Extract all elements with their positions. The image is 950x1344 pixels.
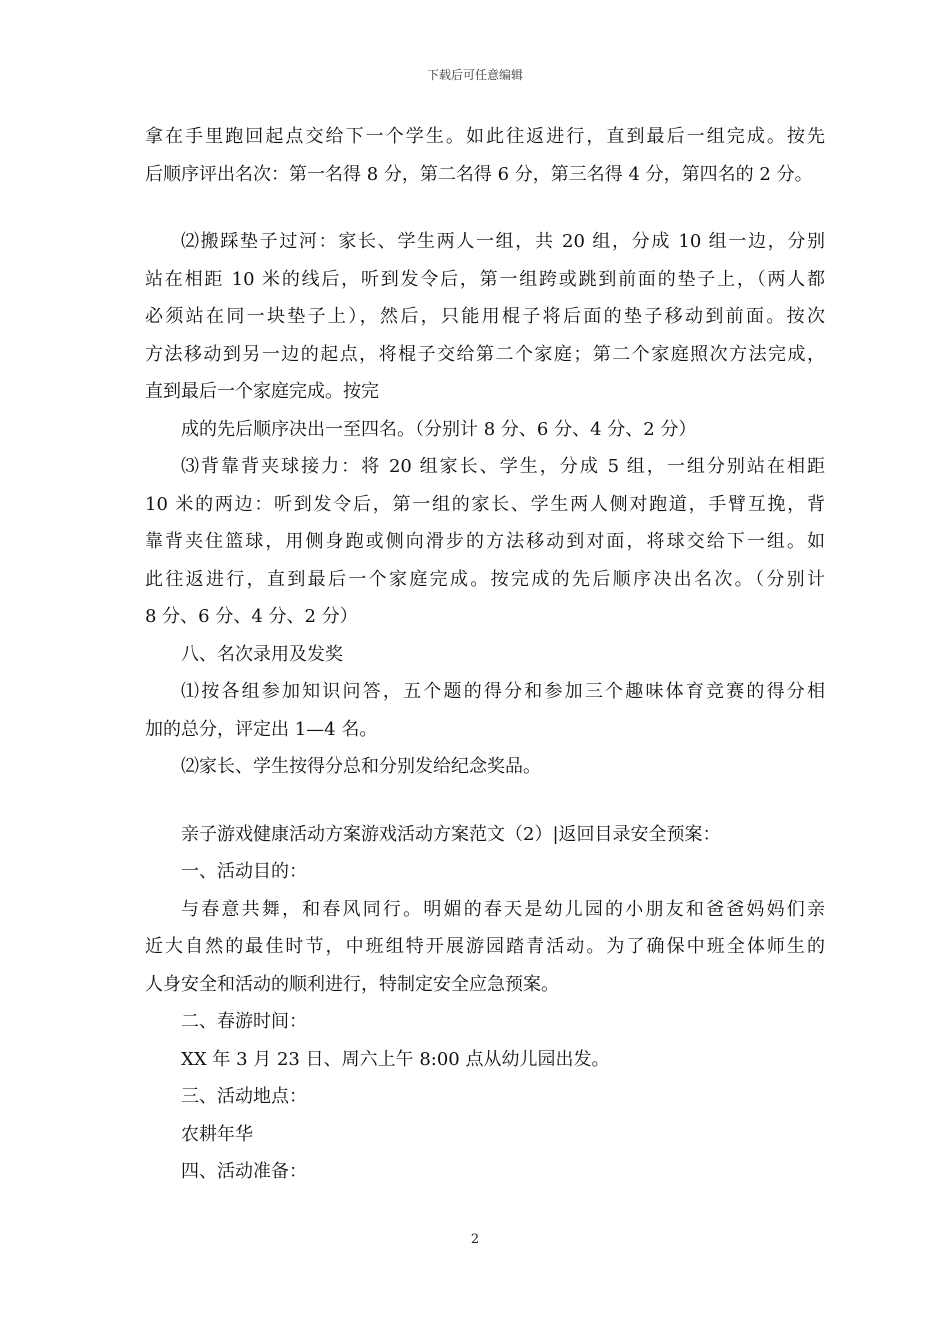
- text-line: 站在相距 10 米的线后，听到发令后，第一组跨或跳到前面的垫子上，（两人都: [145, 268, 825, 290]
- text-line: 成的先后顺序决出一至四名。（分别计 8 分、6 分、4 分、2 分）: [181, 418, 697, 440]
- text-line: 亲子游戏健康活动方案游戏活动方案范文（2）|返回目录安全预案：: [181, 823, 721, 845]
- text-line: 后顺序评出名次：第一名得 8 分，第二名得 6 分，第三名得 4 分，第四名的 2 分。: [145, 163, 813, 185]
- text-line: 三、活动地点：: [181, 1086, 307, 1107]
- text-line: 方法移动到另一边的起点，将棍子交给第二个家庭；第二个家庭照次方法完成，: [145, 343, 825, 365]
- text-line: ⑴按各组参加知识问答，五个题的得分和参加三个趣味体育竞赛的得分相: [181, 681, 825, 702]
- text-line: 8 分、6 分、4 分、2 分）: [145, 606, 358, 627]
- document-body: [145, 118, 825, 1191]
- text-line: 四、活动准备：: [181, 1161, 307, 1182]
- text-line: 拿在手里跑回起点交给下一个学生。如此往返进行，直到最后一组完成。按先: [145, 126, 825, 147]
- text-line: ⑵搬踩垫子过河：家长、学生两人一组，共 20 组，分成 10 组一边，分别: [181, 231, 825, 252]
- paragraph-gap: [145, 786, 825, 816]
- text-line: 人身安全和活动的顺利进行，特制定安全应急预案。: [145, 973, 559, 995]
- text-line: 一、活动目的：: [181, 861, 307, 882]
- text-line: ⑵家长、学生按得分总和分别发给纪念奖品。: [181, 756, 541, 777]
- text-line: 必须站在同一块垫子上），然后，只能用棍子将后面的垫子移动到前面。按次: [145, 306, 825, 327]
- text-line: 八、名次录用及发奖: [181, 643, 343, 665]
- page-header: 下载后可任意编辑: [426, 68, 523, 82]
- text-line: 靠背夹住篮球，用侧身跑或侧向滑步的方法移动到对面，将球交给下一组。如: [145, 531, 825, 552]
- text-line: 二、春游时间：: [181, 1011, 307, 1032]
- text-line: 此往返进行，直到最后一个家庭完成。按完成的先后顺序决出名次。（分别计: [145, 568, 825, 590]
- text-line: 与春意共舞，和春风同行。明媚的春天是幼儿园的小朋友和爸爸妈妈们亲: [181, 898, 825, 920]
- text-line: ⑶背靠背夹球接力：将 20 组家长、学生，分成 5 组，一组分别站在相距: [181, 456, 825, 477]
- text-line: 加的总分，评定出 1—4 名。: [145, 718, 378, 740]
- text-line: XX 年 3 月 23 日、周六上午 8:00 点从幼儿园出发。: [181, 1048, 610, 1070]
- page-number: 2: [470, 1232, 480, 1247]
- text-line: 10 米的两边：听到发令后，第一组的家长、学生两人侧对跑道，手臂互挽，背: [145, 493, 825, 515]
- text-line: 直到最后一个家庭完成。按完: [145, 381, 379, 402]
- text-line: 近大自然的最佳时节，中班组特开展游园踏青活动。为了确保中班全体师生的: [145, 936, 825, 957]
- text-line: 农耕年华: [181, 1123, 253, 1145]
- paragraph-gap: [145, 193, 825, 223]
